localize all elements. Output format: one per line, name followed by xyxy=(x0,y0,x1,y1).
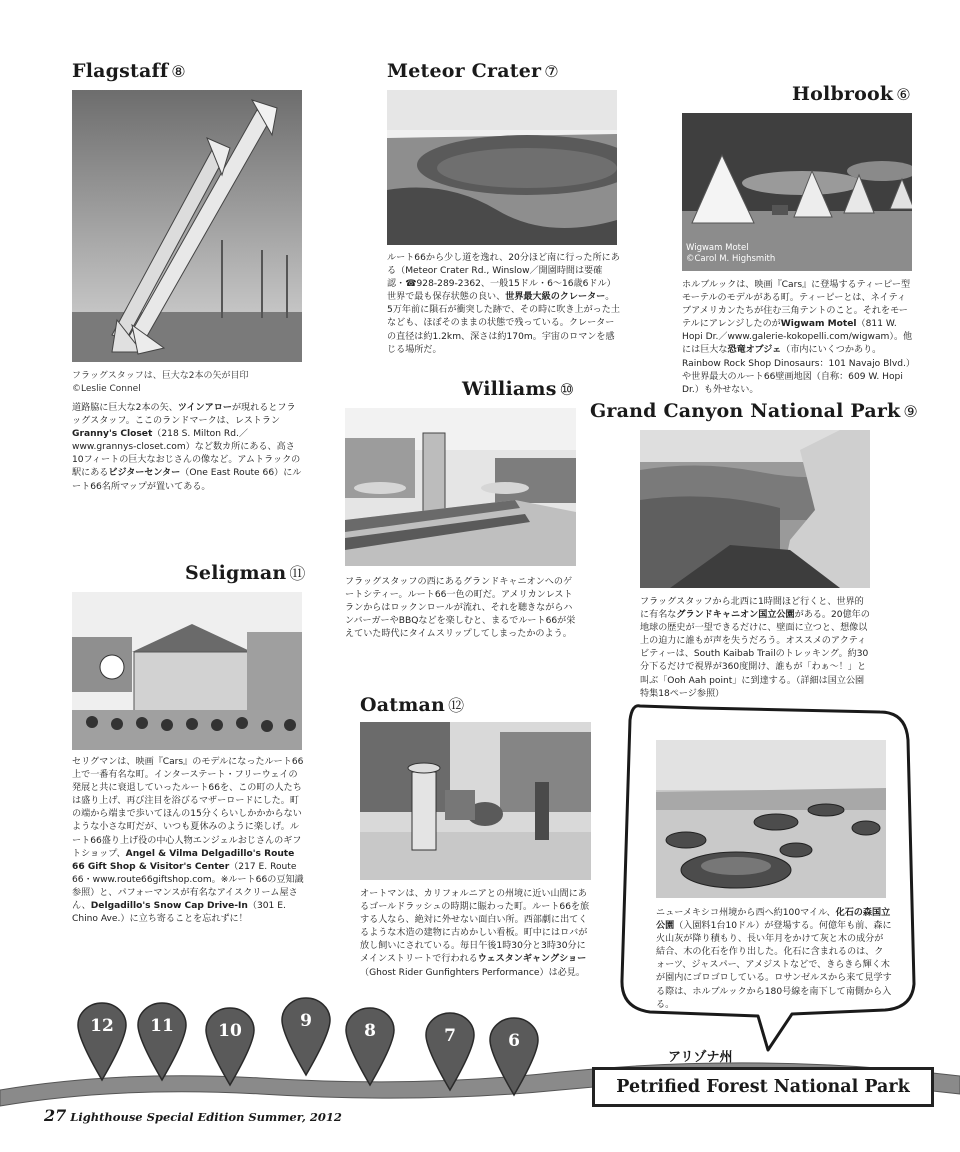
pin-label-9: 9 xyxy=(300,1011,312,1031)
pin-label-6: 6 xyxy=(508,1031,520,1051)
petrified-forest-banner: Petrified Forest National Park xyxy=(592,1067,934,1107)
flagstaff-text: 道路脇に巨大な2本の矢、ツインアローが現れるとフラッグスタッフ。ここのランドマークは、レストランGranny's Closet（218 S. Milton Rd.／www.grannys-closet.com）など数カ所にある、高さ10フィートの巨大なおじさんの像など。アムトラックの駅にあるビジターセンター（One East Route 66）にルート66名所マップが置いてある。 xyxy=(72,403,302,492)
grand-canyon-title: Grand Canyon National Park ⑨ xyxy=(590,400,918,422)
oatman-title: Oatman ⑫ xyxy=(360,694,465,716)
holbrook-title: Holbrook ⑥ xyxy=(792,83,911,105)
meteor-crater-title: Meteor Crater ⑦ xyxy=(387,60,559,82)
publication-name: Lighthouse Special Edition Summer, 2012 xyxy=(70,1110,342,1124)
pin-label-10: 10 xyxy=(218,1021,242,1041)
state-label: アリゾナ州 xyxy=(668,1050,733,1065)
petrified-forest-text: ニューメキシコ州境から西へ約100マイル、化石の森国立公園（入園料1台10ドル）が登場する。何億年も前、森に火山灰が降り積もり、長い年月をかけて灰と木の成分が結合、木の化石を作り出した。化石に含まれるのは、クォーツ、ジャスパー、アメジストなどで、きらきら輝く木が園内にゴロゴロしている。ロサンゼルスから来て見学する際は、ホルブルックから180号線を南下して南側から入る。 xyxy=(656,908,892,1010)
pin-label-11: 11 xyxy=(150,1016,174,1036)
holbrook-text: ホルブルックは、映画『Cars』に登場するティーピー型モーテルのモデルがある町。ティーピーとは、ネイティブアメリカンたちが住む三角テントのこと。それをモーテルにアレンジしたのがWigwam Motel（811 W. Hopi Dr.／www.galerie-kokopelli.com/wigwam）。他には巨大な恐竜オブジェ（市内にいくつかあり。Rainbow Rock Shop Dinosaurs：101 Navajo Blvd.）や世界最大のルート66壁画地図（自称：609 W. Hopi Dr.）も外せない。 xyxy=(682,280,913,395)
holbrook-photo-credit: Wigwam Motel ©Carol M. Highsmith xyxy=(686,243,776,264)
pin-label-7: 7 xyxy=(444,1026,456,1046)
flagstaff-caption: フラッグスタッフは、巨大な2本の矢が目印 ©Leslie Connel xyxy=(72,371,249,394)
pin-label-8: 8 xyxy=(364,1021,376,1041)
flagstaff-title: Flagstaff ⑧ xyxy=(72,60,186,82)
oatman-text: オートマンは、カリフォルニアとの州境に近い山間にあるゴールドラッシュの時期に賑わった町。ルート66を旅する人なら、絶対に外せない面白い所。西部劇に出てくるような木造の建物に古めかしい看板。町中にはロバが放し飼いにされている。毎日午後1時30分と3時30分にメインストリートで行われるウェスタンギャングショー（Ghost Rider Gunfighters Performance）は必見。 xyxy=(360,889,590,978)
pin-label-12: 12 xyxy=(90,1016,114,1036)
williams-text: フラッグスタッフの西にあるグランドキャニオンへのゲートシティー。ルート66一色の町だ。アメリカンレストランからはロックンロールが流れ、それを聴きながらハンバーガーやBBQなどを楽しむと、まるでルート66が栄えていた時代にタイムスリップしてしまったかのよう。 xyxy=(345,577,576,640)
grand-canyon-text: フラッグスタッフから北西に1時間ほど行くと、世界的に有名なグランドキャニオン国立公園がある。20億年の地球の歴史が一望できるだけに、壁面に立つと、想像以上の迫力に誰もが声を失うだろう。オススメのアクティビティーは、South Kaibab Trailのトレッキング。約30分下るだけで視界が360度開け、誰もが「わぁ～！」と叫ぶ「Ooh Aah point」に到達する。（詳細は国立公園特集18ページ参照） xyxy=(640,597,870,699)
page-footer xyxy=(44,1106,342,1125)
williams-title: Williams ⑩ xyxy=(462,378,575,400)
page-number: 27 xyxy=(44,1106,67,1125)
meteor-crater-text: ルート66から少し道を逸れ、20分ほど南に行った所にある（Meteor Crater Rd., Winslow／開園時間は要確認・☎928-289-2362、一般15ドル・6～16歳6ドル）世界で最も保存状態の良い、世界最大級のクレーター。5万年前に隕石が衝突した跡で、その時に吹き上がった土なども、ほぼそのままの状態で残っている。クレーターの直径は約1.2km、深さは約170m。宇宙のロマンを感じる場所だ。 xyxy=(387,253,620,355)
seligman-text: セリグマンは、映画『Cars』のモデルになったルート66上で一番有名な町。インターステート・フリーウェイの発展と共に衰退していったルート66を、この町の人たちは盛り上げ、再び注目を浴びるマザーロードにした。町の端から端まで歩いてほんの15分くらいしかかからないような小さな町だが、いつも夏休みのように楽しげ。ルート66盛り上げ役の中心人物エンジェルおじさんのギフトショップ、Angel & Vilma Delgadillo's Route 66 Gift Shop & Visitor's Center（217 E. Route 66・www.route66giftshop.com。※ルート66の豆知識参照）と、パフォーマンスが有名なアイスクリーム屋さん、Delgadillo's Snow Cap Drive-In（301 E. Chino Ave.）に立ち寄ることを忘れずに！ xyxy=(72,757,304,925)
seligman-title: Seligman ⑪ xyxy=(185,562,306,584)
